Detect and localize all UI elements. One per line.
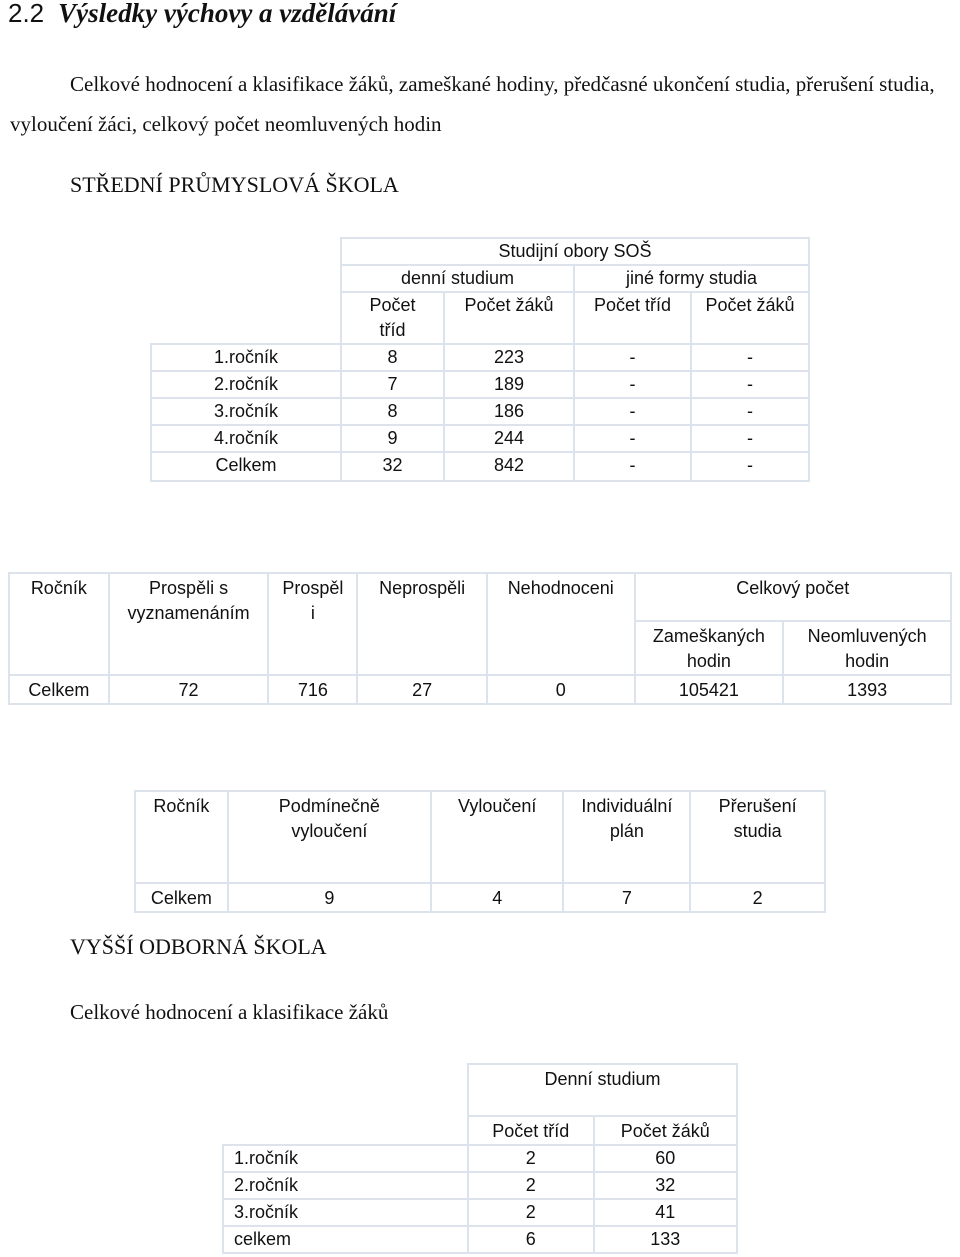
col-header-podminecne: Podmínečně vyloučení	[228, 791, 431, 883]
col-header-rocnik: Ročník	[135, 791, 228, 883]
cell: 223	[444, 344, 574, 371]
cell: 6	[468, 1226, 594, 1253]
cell: 189	[444, 371, 574, 398]
cell: 32	[341, 452, 444, 481]
row-label: 2.ročník	[223, 1172, 468, 1199]
school-heading-sps: STŘEDNÍ PRŮMYSLOVÁ ŠKOLA	[70, 172, 399, 197]
col-header-students-other: Počet žáků	[691, 292, 809, 344]
cell: 7	[341, 371, 444, 398]
col-header-nehodnoceni: Nehodnoceni	[487, 573, 635, 675]
cell: -	[691, 425, 809, 452]
row-label: celkem	[223, 1226, 468, 1253]
cell: 244	[444, 425, 574, 452]
sos-results-table	[8, 572, 952, 705]
col-header-students: Počet žáků	[594, 1116, 737, 1145]
cell: 41	[594, 1199, 737, 1226]
cell: 72	[109, 675, 269, 704]
table-row	[151, 425, 809, 452]
cell: 1393	[783, 675, 951, 704]
col-header-vyznamenani: Prospěli s vyznamenáním	[109, 573, 269, 675]
row-label: Celkem	[151, 452, 341, 481]
cell: 60	[594, 1145, 737, 1172]
cell: 2	[468, 1172, 594, 1199]
section-heading	[8, 0, 396, 29]
section-number: 2.2	[8, 0, 45, 28]
school-heading-vos: VYŠŠÍ ODBORNÁ ŠKOLA	[70, 934, 327, 959]
section-title: Výsledky výchovy a vzdělávání	[58, 0, 397, 28]
vos-subtitle: Celkové hodnocení a klasifikace žáků	[70, 1000, 389, 1024]
cell: -	[574, 398, 691, 425]
col-header-neomluvene: Neomluvených hodin	[783, 621, 951, 675]
col-header-vylouceni: Vyloučení	[431, 791, 564, 883]
cell: 2	[468, 1199, 594, 1226]
table-row	[223, 1226, 737, 1253]
cell: 2	[690, 883, 825, 912]
col-header-students: Počet žáků	[444, 292, 574, 344]
cell: -	[574, 344, 691, 371]
table-row	[151, 344, 809, 371]
row-label: Celkem	[9, 675, 109, 704]
row-label: Celkem	[135, 883, 228, 912]
col-header-classes: Počet tříd	[341, 292, 444, 344]
table-row	[223, 1199, 737, 1226]
col-header-individualni: Individuální plán	[563, 791, 690, 883]
col-header-zameskane: Zameškaných hodin	[635, 621, 784, 675]
table-row	[223, 1172, 737, 1199]
cell: 7	[563, 883, 690, 912]
cell: 9	[228, 883, 431, 912]
cell: 105421	[635, 675, 784, 704]
col-header-preruseni: Přerušení studia	[690, 791, 825, 883]
row-label: 3.ročník	[223, 1199, 468, 1226]
row-label: 3.ročník	[151, 398, 341, 425]
col-header-prospeli: Prospěl i	[268, 573, 357, 675]
row-label: 2.ročník	[151, 371, 341, 398]
cell: 716	[268, 675, 357, 704]
cell: 4	[431, 883, 564, 912]
table-row	[151, 398, 809, 425]
table-row	[151, 371, 809, 398]
cell: 8	[341, 398, 444, 425]
cell: 186	[444, 398, 574, 425]
col-header-classes-other: Počet tříd	[574, 292, 691, 344]
cell: 2	[468, 1145, 594, 1172]
group-header-day: denní studium	[341, 265, 574, 292]
table-row	[151, 452, 809, 481]
table-title: Denní studium	[468, 1064, 737, 1116]
col-header-neprospeli: Neprospěli	[357, 573, 487, 675]
cell: 133	[594, 1226, 737, 1253]
group-header-other: jiné formy studia	[574, 265, 809, 292]
row-label: 4.ročník	[151, 425, 341, 452]
col-header-rocnik: Ročník	[9, 573, 109, 675]
cell: 842	[444, 452, 574, 481]
sos-expulsion-table	[134, 790, 826, 913]
col-header-celkovy: Celkový počet	[635, 573, 951, 621]
cell: -	[691, 398, 809, 425]
vos-classes-table	[222, 1063, 738, 1254]
cell: -	[691, 371, 809, 398]
row-label: 1.ročník	[151, 344, 341, 371]
table-row	[223, 1145, 737, 1172]
sos-classes-table	[150, 237, 810, 482]
table-row	[9, 675, 951, 704]
cell: 8	[341, 344, 444, 371]
cell: 32	[594, 1172, 737, 1199]
intro-paragraph: Celkové hodnocení a klasifikace žáků, zameškané hodiny, předčasné ukončení studia, přerušení studia, vyloučení žáci, celkový počet neomluvených hodin	[10, 72, 935, 136]
cell: -	[574, 425, 691, 452]
cell: 9	[341, 425, 444, 452]
cell: -	[691, 344, 809, 371]
col-header-classes: Počet tříd	[468, 1116, 594, 1145]
cell: 0	[487, 675, 635, 704]
table-row	[135, 883, 825, 912]
row-label: 1.ročník	[223, 1145, 468, 1172]
table-title: Studijní obory SOŠ	[341, 238, 809, 265]
cell: 27	[357, 675, 487, 704]
cell: -	[574, 452, 691, 481]
cell: -	[574, 371, 691, 398]
cell: -	[691, 452, 809, 481]
